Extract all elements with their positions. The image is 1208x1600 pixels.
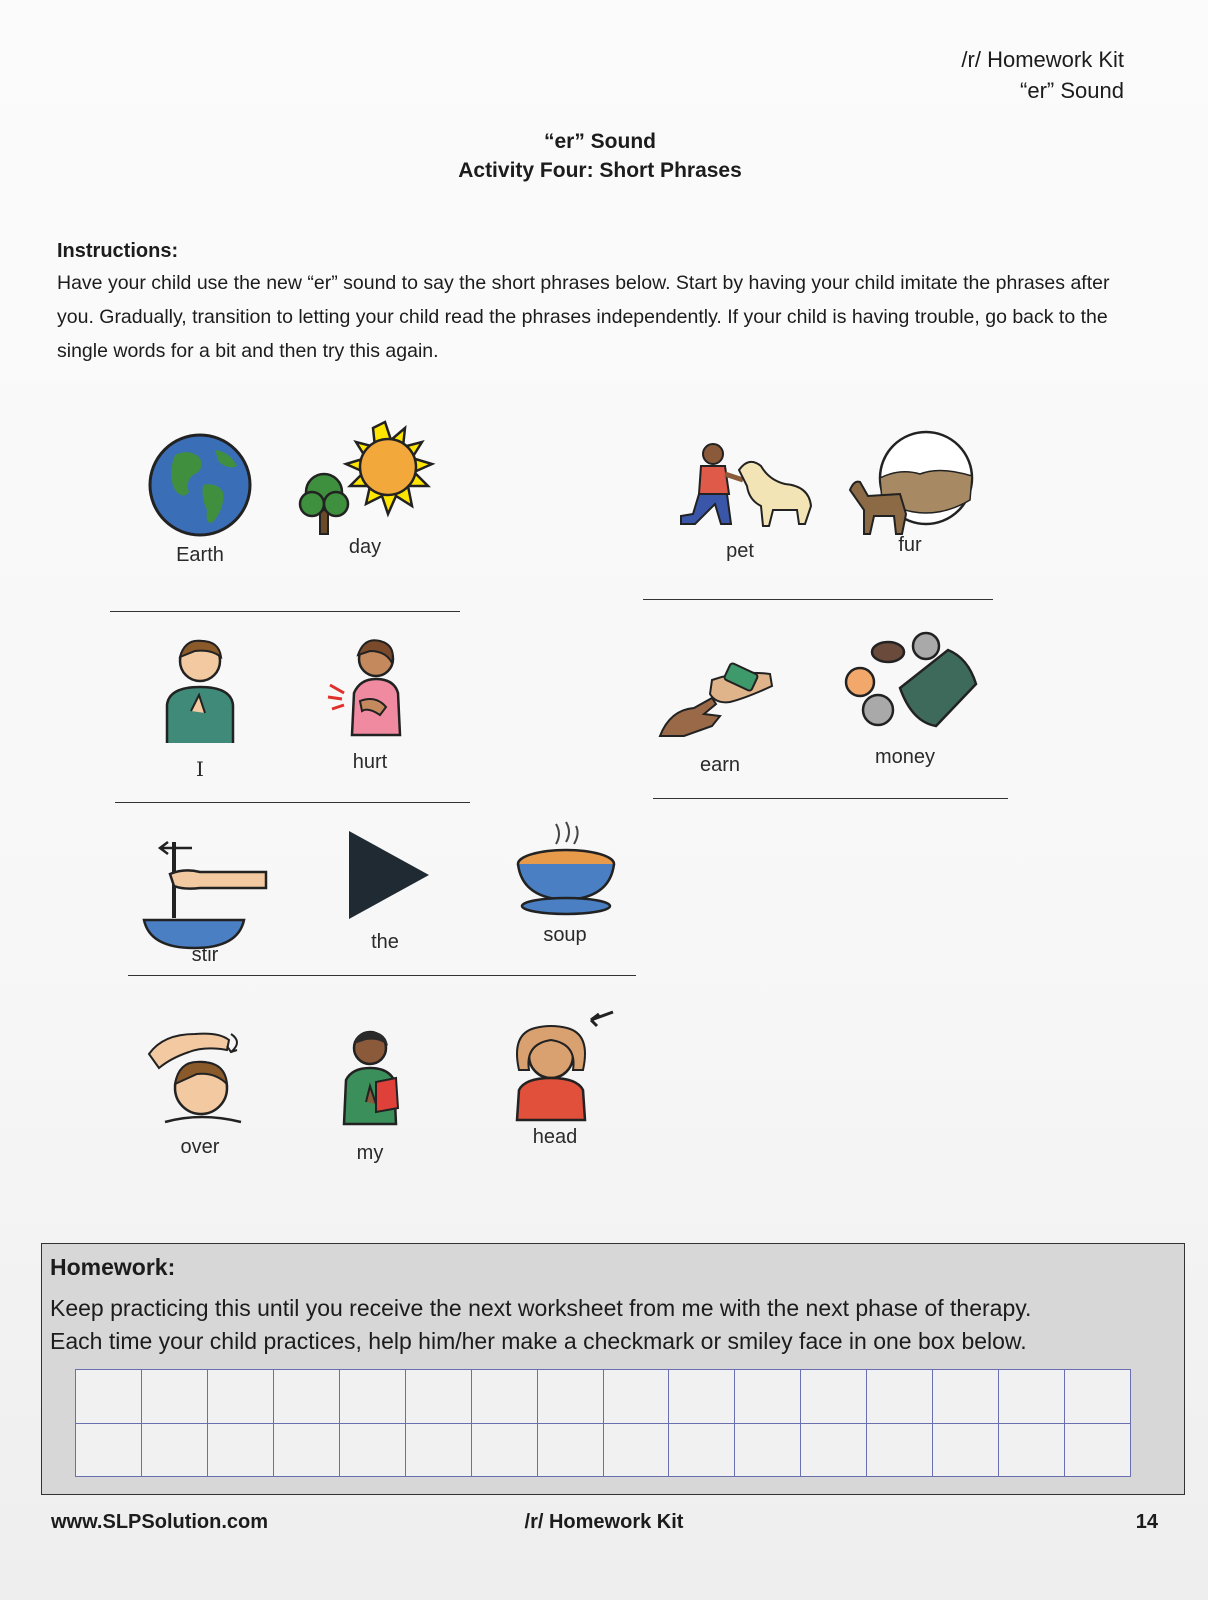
practice-box[interactable] <box>273 1423 339 1477</box>
practice-box[interactable] <box>801 1423 867 1477</box>
answer-line <box>643 599 993 600</box>
practice-box[interactable] <box>339 1370 405 1424</box>
page-title <box>0 127 1200 185</box>
word-label: head <box>532 1126 578 1148</box>
phrase-pet-fur <box>640 430 990 600</box>
sun-and-tree-icon <box>290 420 440 538</box>
word-label: day <box>348 536 382 558</box>
word-label: hurt <box>352 751 388 773</box>
footer-website: www.SLPSolution.com <box>51 1511 269 1533</box>
practice-box[interactable] <box>1065 1370 1131 1424</box>
person-petting-dog-icon <box>665 440 815 536</box>
bowl-of-soup-icon <box>510 820 620 920</box>
header-sound-line: “er” Sound <box>1020 78 1124 103</box>
phrase-i-hurt <box>115 635 465 805</box>
word-label: money <box>874 746 936 768</box>
practice-box[interactable] <box>273 1370 339 1424</box>
coins-and-wallet-icon <box>830 630 980 742</box>
practice-box[interactable] <box>669 1370 735 1424</box>
hand-over-head-icon <box>145 1028 255 1128</box>
practice-box[interactable] <box>405 1423 471 1477</box>
child-pointing-self-icon <box>330 1028 410 1138</box>
practice-box[interactable] <box>76 1423 142 1477</box>
phrase-stir-the-soup <box>130 820 640 980</box>
homework-box <box>41 1243 1185 1495</box>
practice-box[interactable] <box>735 1370 801 1424</box>
hand-stirring-bowl-icon <box>140 838 270 950</box>
practice-box[interactable] <box>603 1423 669 1477</box>
practice-box[interactable] <box>999 1423 1065 1477</box>
footer-kit-title: /r/ Homework Kit <box>524 1511 684 1533</box>
word-label: over <box>180 1136 220 1158</box>
practice-box[interactable] <box>603 1370 669 1424</box>
homework-line-2: Each time your child practices, help him/her make a checkmark or smiley face in one box below. <box>50 1328 1027 1354</box>
phrase-earth-day <box>110 430 460 610</box>
practice-box[interactable] <box>669 1423 735 1477</box>
practice-box[interactable] <box>339 1423 405 1477</box>
practice-box[interactable] <box>537 1423 603 1477</box>
practice-box[interactable] <box>76 1370 142 1424</box>
word-label: pet <box>726 540 754 562</box>
word-label: I <box>196 757 204 781</box>
practice-box[interactable] <box>405 1370 471 1424</box>
phrase-earn-money <box>650 630 1000 800</box>
practice-box[interactable] <box>735 1423 801 1477</box>
practice-box[interactable] <box>1065 1423 1131 1477</box>
homework-text <box>50 1292 1170 1358</box>
answer-line <box>115 802 470 803</box>
dog-fur-icon <box>840 430 980 540</box>
instructions-text: Have your child use the new “er” sound to say the short phrases below. Start by having your child imitate the phrases after you. Gradually, transition to letting your child read the phrases independently. If your child is having trouble, go back to the single words for a bit and then try this again. <box>57 272 1110 362</box>
practice-grid-row <box>76 1370 1131 1424</box>
practice-box[interactable] <box>207 1423 273 1477</box>
word-label: fur <box>898 534 922 556</box>
word-label: Earth <box>176 544 224 566</box>
practice-box[interactable] <box>141 1423 207 1477</box>
title-sound: “er” Sound <box>543 130 656 153</box>
header-kit-line: /r/ Homework Kit <box>961 47 1124 72</box>
answer-line <box>653 798 1008 799</box>
homework-line-1: Keep practicing this until you receive the next worksheet from me with the next phase of therapy. <box>50 1295 1032 1321</box>
practice-grid-row <box>76 1423 1131 1477</box>
play-triangle-icon <box>335 825 435 925</box>
practice-checkbox-grid <box>75 1369 1131 1477</box>
header-kit-title <box>961 44 1124 106</box>
boy-pointing-self-icon <box>155 635 245 747</box>
practice-box[interactable] <box>471 1423 537 1477</box>
practice-box[interactable] <box>999 1370 1065 1424</box>
practice-box[interactable] <box>141 1370 207 1424</box>
word-label: my <box>356 1142 384 1164</box>
child-hands-on-head-icon <box>495 1010 615 1122</box>
answer-line <box>128 975 636 976</box>
practice-box[interactable] <box>537 1370 603 1424</box>
footer-page-number: 14 <box>1135 1511 1158 1533</box>
phrase-over-my-head <box>140 1010 660 1170</box>
practice-box[interactable] <box>207 1370 273 1424</box>
word-label: soup <box>543 924 587 946</box>
earth-globe-icon <box>145 430 255 540</box>
instructions-heading: Instructions: <box>57 240 179 262</box>
girl-in-pain-icon <box>320 635 420 747</box>
word-label: earn <box>699 754 741 776</box>
practice-box[interactable] <box>867 1370 933 1424</box>
word-label: stir <box>191 944 219 966</box>
homework-heading: Homework: <box>50 1254 176 1280</box>
hands-exchanging-money-icon <box>650 650 790 750</box>
practice-box[interactable] <box>867 1423 933 1477</box>
practice-box[interactable] <box>933 1370 999 1424</box>
title-activity: Activity Four: Short Phrases <box>458 159 742 182</box>
answer-line <box>110 611 460 612</box>
practice-box[interactable] <box>933 1423 999 1477</box>
practice-box[interactable] <box>801 1370 867 1424</box>
word-label: the <box>371 931 399 953</box>
practice-box[interactable] <box>471 1370 537 1424</box>
